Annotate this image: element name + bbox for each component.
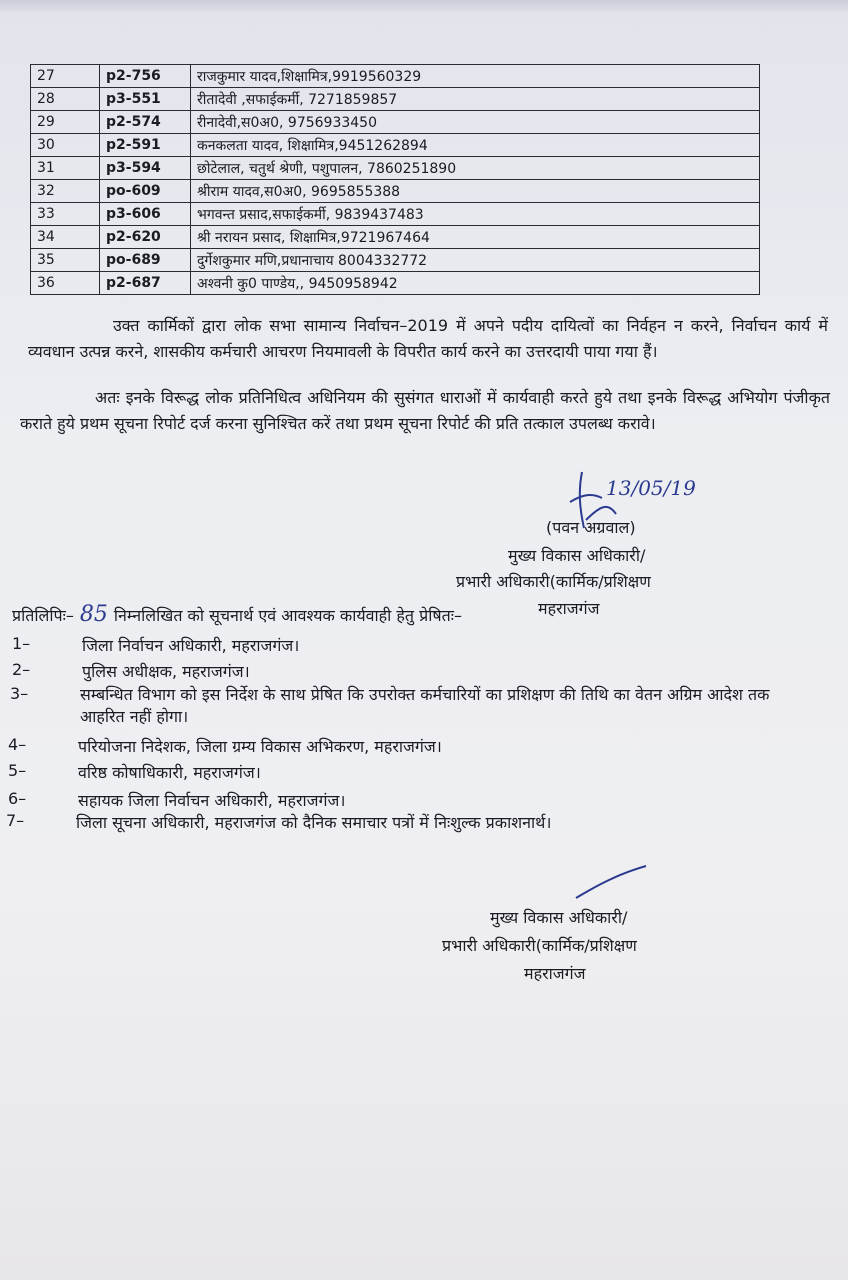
cc-item-number: 5– xyxy=(8,761,27,780)
row-details: भगवन्त प्रसाद,सफाईकर्मी, 9839437483 xyxy=(191,203,760,226)
table-row xyxy=(31,157,760,180)
cc-item-number: 1– xyxy=(12,634,31,653)
cc-item-text: जिला निर्वाचन अधिकारी, महराजगंज। xyxy=(82,636,300,655)
row-serial: 27 xyxy=(31,65,100,88)
signatory-name: (पवन अग्रवाल) xyxy=(546,518,636,537)
signatory2-place: महराजगंज xyxy=(524,964,586,983)
cc-item-number: 6– xyxy=(8,789,27,808)
row-details: रीनादेवी,स0अ0, 9756933450 xyxy=(191,111,760,134)
row-serial: 28 xyxy=(31,88,100,111)
row-serial: 36 xyxy=(31,272,100,295)
row-code: p2-756 xyxy=(100,65,191,88)
handwritten-stroke xyxy=(572,862,652,902)
row-serial: 30 xyxy=(31,134,100,157)
row-details: दुर्गेशकुमार मणि,प्रधानाचाय 8004332772 xyxy=(191,249,760,272)
row-code: po-689 xyxy=(100,249,191,272)
table-row xyxy=(31,88,760,111)
row-serial: 32 xyxy=(31,180,100,203)
table-row xyxy=(31,134,760,157)
row-code: p3-606 xyxy=(100,203,191,226)
row-serial: 31 xyxy=(31,157,100,180)
cc-item-number: 7– xyxy=(6,811,25,830)
cc-lead: निम्नलिखित को सूचनार्थ एवं आवश्यक कार्यवाही हेतु प्रेषितः– xyxy=(113,606,462,625)
cc-item-number: 2– xyxy=(12,660,31,679)
table-row xyxy=(31,272,760,295)
row-details: श्री नरायन प्रसाद, शिक्षामित्र,9721967464 xyxy=(191,226,760,249)
row-code: p3-594 xyxy=(100,157,191,180)
row-serial: 34 xyxy=(31,226,100,249)
row-details: राजकुमार यादव,शिक्षामित्र,9919560329 xyxy=(191,65,760,88)
body-paragraph-1: उक्त कार्मिकों द्वारा लोक सभा सामान्य निर्वाचन–2019 में अपने पदीय दायित्वों का निर्वहन न करने, निर्वाचन कार्य में व्यवधान उत्पन्न करने, शासकीय कर्मचारी आचरण नियमावली के विपरीत कार्य करने का उत्तरदायी पाया गया हैं। xyxy=(28,316,828,361)
signatory-designation: मुख्य विकास अधिकारी/ xyxy=(508,546,646,565)
row-code: po-609 xyxy=(100,180,191,203)
table-row xyxy=(31,226,760,249)
row-serial: 29 xyxy=(31,111,100,134)
row-code: p3-551 xyxy=(100,88,191,111)
body-paragraph-2: अतः इनके विरूद्ध लोक प्रतिनिधित्व अधिनियम की सुसंगत धाराओं में कार्यवाही करते हुये तथा इनके विरूद्ध अभियोग पंजीकृत कराते हुये प्रथम सूचना रिपोर्ट दर्ज करना सुनिश्चित करें तथा प्रथम सूचना रिपोर्ट की प्रति तत्काल उपलब्ध करावे। xyxy=(20,388,830,433)
row-code: p2-620 xyxy=(100,226,191,249)
cc-heading xyxy=(12,602,462,627)
table-row xyxy=(31,111,760,134)
table-row xyxy=(31,249,760,272)
handwritten-date: 13/05/19 xyxy=(606,476,696,500)
row-serial: 33 xyxy=(31,203,100,226)
signatory-role: प्रभारी अधिकारी(कार्मिक/प्रशिक्षण xyxy=(456,572,651,591)
cc-prefix: प्रतिलिपिः– xyxy=(12,606,74,625)
cc-item-text: जिला सूचना अधिकारी, महराजगंज को दैनिक समाचार पत्रों में निःशुल्क प्रकाशनार्थ। xyxy=(76,813,552,832)
cc-item-text: परियोजना निदेशक, जिला ग्रम्य विकास अभिकरण, महराजगंज। xyxy=(78,737,442,756)
row-details: छोटेलाल, चतुर्थ श्रेणी, पशुपालन, 7860251890 xyxy=(191,157,760,180)
cc-item-text: सहायक जिला निर्वाचन अधिकारी, महराजगंज। xyxy=(78,791,346,810)
cc-handwritten-number: 85 xyxy=(79,602,108,627)
page-top-shadow xyxy=(0,0,848,14)
table-row xyxy=(31,180,760,203)
row-code: p2-591 xyxy=(100,134,191,157)
row-serial: 35 xyxy=(31,249,100,272)
cc-item-text: वरिष्ठ कोषाधिकारी, महराजगंज। xyxy=(78,763,261,782)
row-code: p2-574 xyxy=(100,111,191,134)
cc-item-number: 3– xyxy=(10,684,29,703)
cc-item-number: 4– xyxy=(8,735,27,754)
signatory2-role: प्रभारी अधिकारी(कार्मिक/प्रशिक्षण xyxy=(442,936,637,955)
row-details: श्रीराम यादव,स0अ0, 9695855388 xyxy=(191,180,760,203)
staff-table xyxy=(30,64,760,295)
row-details: रीतादेवी ,सफाईकर्मी, 7271859857 xyxy=(191,88,760,111)
staff-table-body xyxy=(31,65,760,295)
cc-item-text: पुलिस अधीक्षक, महराजगंज। xyxy=(82,662,250,681)
signatory2-designation: मुख्य विकास अधिकारी/ xyxy=(490,908,628,927)
cc-item-text: सम्बन्धित विभाग को इस निर्देश के साथ प्रेषित कि उपरोक्त कर्मचारियों का प्रशिक्षण की तिथि का वेतन अग्रिम आदेश तक आहरित नहीं होगा। xyxy=(80,685,770,726)
table-row xyxy=(31,203,760,226)
row-code: p2-687 xyxy=(100,272,191,295)
row-details: कनकलता यादव, शिक्षामित्र,9451262894 xyxy=(191,134,760,157)
signatory-place: महराजगंज xyxy=(538,599,600,618)
row-details: अश्वनी कु0 पाण्डेय,, 9450958942 xyxy=(191,272,760,295)
table-row xyxy=(31,65,760,88)
